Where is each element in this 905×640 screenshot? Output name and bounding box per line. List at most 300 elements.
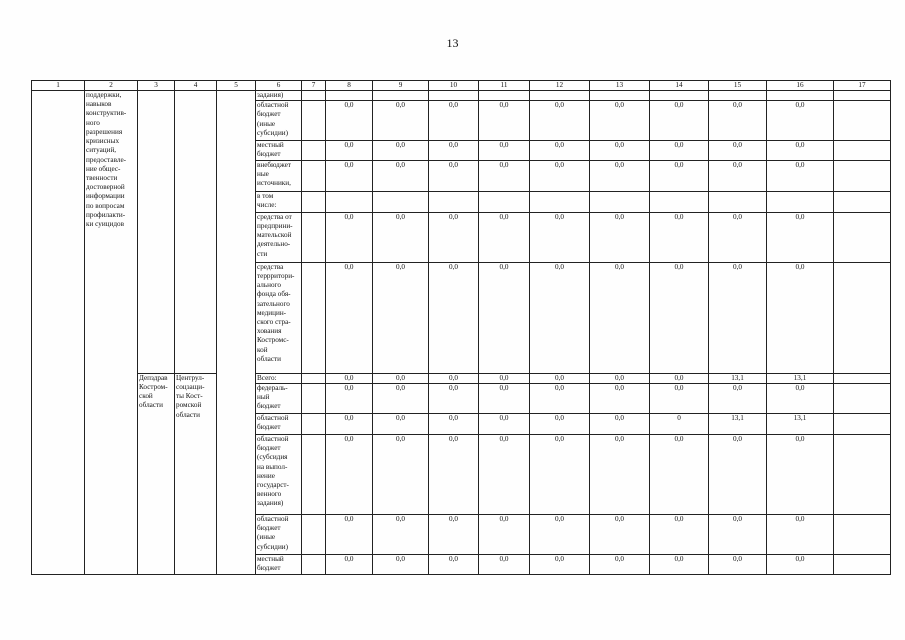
value-cell [429,262,479,373]
value-cell [650,262,709,373]
value-cell [530,141,590,160]
header-col-17-text: 17 [858,81,866,89]
value-cell [429,373,479,383]
value-cell [590,383,650,413]
value-cell [479,212,530,262]
header-col-8-text: 8 [347,81,351,89]
value-cell [709,383,767,413]
value-cell [479,191,530,212]
value-cell-text: 0,0 [449,160,458,169]
value-cell [326,212,373,262]
value-cell-text: 0,0 [615,160,624,169]
value-cell [373,191,429,212]
value-cell [326,413,373,434]
source-cell-text: средства от предприни- мательской деятельно- сти [257,212,293,258]
col7-cell [302,373,326,383]
source-cell-text: в том числе: [257,191,277,209]
value-cell [429,191,479,212]
value-cell-text: 0,0 [396,141,405,150]
value-cell [326,141,373,160]
value-cell-text: 13,1 [731,413,744,422]
value-cell-text: 0,0 [499,413,509,422]
value-cell [590,554,650,574]
col17-cell [834,160,891,191]
value-cell-text: 0,0 [449,514,458,523]
value-cell-text: 0,0 [733,101,742,110]
value-cell [650,413,709,434]
col4-cell [175,91,217,374]
value-cell [709,514,767,554]
value-cell [373,434,429,514]
source-cell [256,191,302,212]
value-cell [326,383,373,413]
value-cell-text: 0,0 [615,514,624,523]
header-col-17 [834,81,891,91]
col7-cell [302,434,326,514]
value-cell [709,101,767,141]
value-cell [767,101,834,141]
value-cell-text: 0,0 [615,101,624,110]
col17-cell [834,413,891,434]
value-cell-text: 0,0 [615,141,624,150]
table-row [32,373,891,383]
value-cell-text: 0,0 [795,434,805,443]
value-cell [650,91,709,101]
value-cell-text: 0,0 [396,554,405,563]
value-cell [479,514,530,554]
value-cell-text: 0,0 [674,554,684,563]
value-cell [479,262,530,373]
value-cell [590,191,650,212]
value-cell [429,160,479,191]
value-cell-text: 0,0 [733,514,742,523]
value-cell-text: 0,0 [555,413,564,422]
value-cell-text: 0,0 [499,373,509,382]
value-cell-text: 13,1 [793,373,807,382]
value-cell-text: 0,0 [615,373,624,382]
value-cell-text: 0,0 [344,262,354,271]
source-cell [256,413,302,434]
source-cell-text: местный бюджет [257,141,284,159]
value-cell [767,514,834,554]
value-cell [590,212,650,262]
value-cell [650,160,709,191]
header-col-5 [217,81,256,91]
value-cell-text: 0,0 [615,212,624,221]
value-cell [709,212,767,262]
header-col-3 [138,81,175,91]
value-cell-text: 0,0 [674,212,684,221]
value-cell [709,141,767,160]
value-cell-text: 0,0 [344,514,354,523]
value-cell-text: 0,0 [674,373,684,382]
value-cell-text: 0,0 [449,434,458,443]
value-cell [650,383,709,413]
value-cell-text: 0,0 [344,101,354,110]
col7-cell [302,101,326,141]
value-cell [530,191,590,212]
value-cell-text: 0,0 [499,160,509,169]
value-cell [590,101,650,141]
value-cell [479,434,530,514]
header-col-6-text: 6 [276,81,281,89]
value-cell [709,160,767,191]
source-cell [256,434,302,514]
page-number: 13 [446,36,459,50]
value-cell [373,554,429,574]
value-cell-text: 0,0 [449,212,458,221]
value-cell [373,91,429,101]
value-cell-text: 0,0 [396,101,405,110]
value-cell-text: 0,0 [499,383,509,392]
value-cell-text: 0,0 [555,383,564,392]
value-cell-text: 0,0 [555,554,564,563]
header-col-14 [650,81,709,91]
header-col-11-text: 11 [500,81,508,89]
source-cell [256,91,302,101]
value-cell [530,101,590,141]
value-cell [326,373,373,383]
value-cell-text: 0,0 [396,413,405,422]
value-cell [530,554,590,574]
value-cell-text: 0,0 [449,554,458,563]
source-cell-text: областной бюджет (иные субсидии) [257,514,289,551]
value-cell [767,141,834,160]
value-cell-text: 0,0 [449,383,458,392]
col17-cell [834,554,891,574]
value-cell-text: 0,0 [795,262,805,271]
value-cell-text: 0,0 [396,434,405,443]
value-cell [709,434,767,514]
value-cell-text: 0,0 [615,434,624,443]
value-cell-text: 0,0 [615,413,624,422]
value-cell [530,373,590,383]
source-cell-text: задания) [257,91,284,99]
header-col-3-text: 3 [154,81,158,89]
value-cell-text: 0,0 [674,514,684,523]
value-cell-text: 0,0 [674,141,684,150]
value-cell [429,413,479,434]
value-cell-text: 0,0 [344,212,354,221]
header-col-9-text: 9 [398,81,403,89]
value-cell [479,91,530,101]
value-cell-text: 0,0 [396,262,405,271]
col17-cell [834,141,891,160]
value-cell-text: 0,0 [674,160,684,169]
col7-cell [302,413,326,434]
header-col-12-text: 12 [555,81,564,89]
value-cell [530,383,590,413]
col17-cell [834,101,891,141]
value-cell-text: 0,0 [499,101,509,110]
value-cell-text: 0,0 [449,413,458,422]
value-cell-text: 0,0 [733,554,742,563]
value-cell [373,373,429,383]
value-cell-text: 0,0 [449,141,458,150]
value-cell-text: 0,0 [344,141,354,150]
value-cell-text: 0,0 [674,434,684,443]
value-cell [373,160,429,191]
value-cell [590,160,650,191]
value-cell [373,413,429,434]
header-col-4-text: 4 [193,81,198,89]
value-cell-text: 0,0 [674,101,684,110]
value-cell [590,141,650,160]
value-cell-text: 0,0 [733,141,742,150]
col1-cell [32,91,85,575]
value-cell-text: 0,0 [344,373,354,382]
value-cell [429,101,479,141]
value-cell [373,212,429,262]
value-cell-text: 0,0 [499,141,509,150]
value-cell-text: 0,0 [733,212,742,221]
value-cell [429,383,479,413]
value-cell [709,373,767,383]
header-col-1-text: 1 [56,81,60,89]
value-cell [326,91,373,101]
value-cell [650,554,709,574]
value-cell-text: 0,0 [555,141,564,150]
value-cell [590,91,650,101]
value-cell-text: 0,0 [795,160,805,169]
col17-cell [834,91,891,101]
value-cell [767,554,834,574]
value-cell-text: 0,0 [344,160,354,169]
source-cell-text: средства террритори- ального фонда обя- зательного медицин- ского стра- хования Костромс- кой области [257,262,295,363]
executor-depzdrav-text: Депздрав Костром- ской области [139,373,168,410]
value-cell-text: 0,0 [555,514,564,523]
value-cell [530,413,590,434]
value-cell-text: 0,0 [795,212,805,221]
value-cell [373,101,429,141]
measure-description [85,91,138,575]
header-col-4 [175,81,217,91]
value-cell [767,212,834,262]
value-cell-text: 0 [677,413,681,422]
source-cell [256,554,302,574]
value-cell [429,91,479,101]
value-cell [590,413,650,434]
value-cell [650,101,709,141]
header-col-6 [256,81,302,91]
value-cell [709,413,767,434]
value-cell-text: 0,0 [795,554,805,563]
value-cell-text: 0,0 [396,212,405,221]
value-cell [479,554,530,574]
value-cell [326,554,373,574]
value-cell [650,141,709,160]
value-cell [373,383,429,413]
col17-cell [834,191,891,212]
header-col-11 [479,81,530,91]
header-col-5-text: 5 [234,81,238,89]
value-cell [590,434,650,514]
value-cell [709,262,767,373]
col7-cell [302,91,326,101]
value-cell [530,91,590,101]
value-cell-text: 0,0 [795,141,805,150]
value-cell-text: 0,0 [449,373,458,382]
value-cell [326,191,373,212]
value-cell [479,383,530,413]
value-cell-text: 0,0 [555,434,564,443]
value-cell-text: 0,0 [795,383,805,392]
source-cell [256,514,302,554]
value-cell-text: 0,0 [733,434,742,443]
value-cell-text: 0,0 [674,262,684,271]
value-cell-text: 0,0 [615,554,624,563]
source-cell-text: федераль- ный бюджет [257,383,288,411]
value-cell-text: 0,0 [555,373,564,382]
value-cell [429,212,479,262]
source-cell [256,160,302,191]
col7-cell [302,141,326,160]
value-cell [530,434,590,514]
value-cell [326,160,373,191]
value-cell-text: 13,1 [793,413,807,422]
value-cell [650,191,709,212]
value-cell [709,91,767,101]
source-cell [256,101,302,141]
value-cell [373,141,429,160]
value-cell [373,514,429,554]
header-col-7-text: 7 [311,81,316,89]
source-cell [256,262,302,373]
col17-cell [834,383,891,413]
value-cell [709,554,767,574]
value-cell-text: 0,0 [615,383,624,392]
value-cell-text: 13,1 [731,373,744,382]
value-cell-text: 0,0 [396,383,405,392]
value-cell [767,373,834,383]
executor-centr-text: Центрул- соцзащи- ты Кост- ромской области [176,373,205,419]
value-cell-text: 0,0 [499,212,509,221]
value-cell [479,413,530,434]
value-cell-text: 0,0 [396,373,405,382]
value-cell-text: 0,0 [795,101,805,110]
source-cell-text: областной бюджет (субсидия на выпол- нение государст- венного задания) [257,434,289,508]
value-cell-text: 0,0 [555,101,564,110]
value-cell-text: 0,0 [396,160,405,169]
col7-cell [302,160,326,191]
header-col-1 [32,81,85,91]
header-col-15 [709,81,767,91]
value-cell-text: 0,0 [733,160,742,169]
source-cell-text: внебюджет ные источники, [257,160,291,188]
value-cell [429,514,479,554]
col17-cell [834,514,891,554]
value-cell [373,262,429,373]
value-cell [767,160,834,191]
value-cell [650,514,709,554]
value-cell-text: 0,0 [615,262,624,271]
executor-centr [175,373,217,574]
value-cell-text: 0,0 [674,383,684,392]
header-col-8 [326,81,373,91]
col7-cell [302,191,326,212]
executor-depzdrav [138,373,175,574]
col3-cell [138,91,175,374]
col17-cell [834,262,891,373]
value-cell-text: 0,0 [449,262,458,271]
value-cell [429,434,479,514]
header-col-10-text: 10 [449,81,458,89]
value-cell [767,191,834,212]
value-cell [650,212,709,262]
table-row [32,91,891,101]
header-col-7 [302,81,326,91]
value-cell-text: 0,0 [555,262,564,271]
col5-cell [217,91,256,575]
value-cell [479,373,530,383]
source-cell [256,212,302,262]
col17-cell [834,434,891,514]
value-cell [767,413,834,434]
header-col-10 [429,81,479,91]
value-cell [326,434,373,514]
col7-cell [302,554,326,574]
value-cell-text: 0,0 [499,514,509,523]
value-cell [767,383,834,413]
value-cell-text: 0,0 [499,434,509,443]
source-cell-text: местный бюджет [257,554,284,573]
col17-cell [834,212,891,262]
value-cell [326,514,373,554]
value-cell [590,262,650,373]
value-cell-text: 0,0 [499,262,509,271]
value-cell [530,212,590,262]
value-cell [326,262,373,373]
value-cell [590,373,650,383]
source-cell-text: Всего: [257,373,277,382]
value-cell-text: 0,0 [449,101,458,110]
value-cell [479,101,530,141]
value-cell [709,191,767,212]
header-col-14-text: 14 [675,81,683,89]
col7-cell [302,212,326,262]
value-cell [479,141,530,160]
budget-table [31,80,891,575]
value-cell [530,514,590,554]
value-cell [650,373,709,383]
value-cell [767,434,834,514]
header-col-2-text: 2 [109,81,113,89]
value-cell-text: 0,0 [555,212,564,221]
source-cell [256,141,302,160]
value-cell-text: 0,0 [396,514,405,523]
source-cell-text: областной бюджет [257,413,289,432]
value-cell-text: 0,0 [344,434,354,443]
value-cell [530,262,590,373]
measure-description-text: поддержки, навыков конструктив- ного разрешения кризисных ситуаций, предоставле- ние общес- твенности достоверной информации по вопросам профилакти- ки суицидов [86,91,127,229]
value-cell-text: 0,0 [733,262,742,271]
value-cell [590,514,650,554]
value-cell-text: 0,0 [795,514,805,523]
value-cell-text: 0,0 [555,160,564,169]
source-cell-text: областной бюджет (иные субсидии) [257,101,289,137]
header-col-16-text: 16 [796,81,804,89]
value-cell [479,160,530,191]
source-cell [256,383,302,413]
source-cell [256,373,302,383]
value-cell [530,160,590,191]
col7-cell [302,262,326,373]
value-cell-text: 0,0 [733,383,742,392]
header-col-12 [530,81,590,91]
header-col-13 [590,81,650,91]
value-cell-text: 0,0 [344,554,354,563]
header-col-9 [373,81,429,91]
